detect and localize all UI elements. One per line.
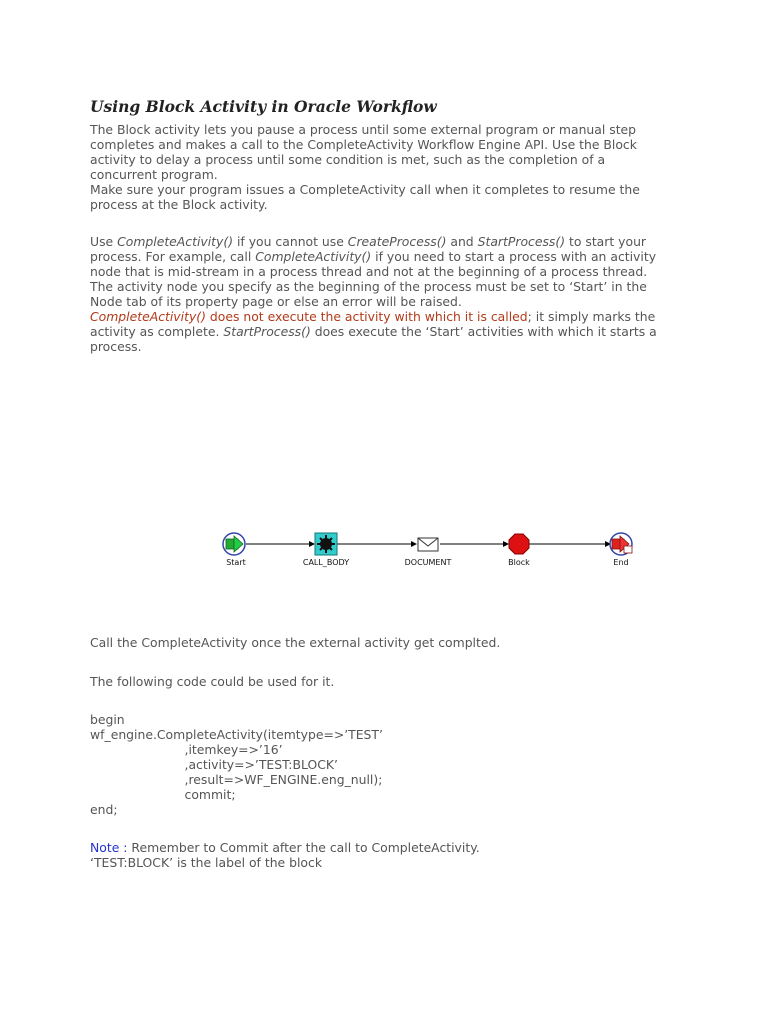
- node-label: Block: [508, 558, 530, 567]
- usage-line: process. For example, call CompleteActivity() if you need to start a process with an activity: [90, 249, 657, 264]
- intro-paragraph: [90, 122, 680, 212]
- usage-line: The activity node you specify as the beginning of the process must be set to ‘Start’ in the: [90, 279, 647, 294]
- note-block: [90, 840, 480, 870]
- intro-line: process at the Block activity.: [90, 197, 268, 212]
- function-node-icon: [315, 533, 337, 555]
- page-title: Using Block Activity in Oracle Workflow: [90, 97, 437, 116]
- note-label: Note :: [90, 840, 128, 855]
- node-label: Start: [226, 558, 246, 567]
- code-block: [90, 712, 383, 817]
- usage-line: process.: [90, 339, 142, 354]
- note-line: Note : Remember to Commit after the call to CompleteActivity.: [90, 840, 480, 855]
- envelope-icon: [418, 538, 438, 551]
- node-label: DOCUMENT: [404, 558, 452, 567]
- usage-paragraph: [90, 234, 680, 354]
- workflow-diagram: [210, 528, 650, 573]
- intro-line: activity to delay a process until some condition is met, such as the completion of a: [90, 152, 606, 167]
- instruction-text: Call the CompleteActivity once the external activity get complted.: [90, 635, 501, 650]
- code-line: ,activity=>’TEST:BLOCK’: [90, 757, 338, 772]
- node-label: CALL_BODY: [302, 558, 350, 567]
- note-line: ‘TEST:BLOCK’ is the label of the block: [90, 855, 322, 870]
- code-line: end;: [90, 802, 118, 817]
- code-line: wf_engine.CompleteActivity(itemtype=>’TEST’: [90, 727, 383, 742]
- usage-line: Use CompleteActivity() if you cannot use CreateProcess() and StartProcess() to start your: [90, 234, 647, 249]
- intro-line: The Block activity lets you pause a process until some external program or manual step: [90, 122, 637, 137]
- intro-line: concurrent program.: [90, 167, 218, 182]
- usage-line: activity as complete. StartProcess() does execute the ‘Start’ activities with which it starts a: [90, 324, 657, 339]
- usage-line: Node tab of its property page or else an error will be raised.: [90, 294, 462, 309]
- warning-line: CompleteActivity() does not execute the activity with which it is called; it simply marks the: [90, 309, 656, 324]
- code-line: ,result=>WF_ENGINE.eng_null);: [90, 772, 383, 787]
- instruction-text: The following code could be used for it.: [90, 674, 335, 689]
- intro-line: completes and makes a call to the CompleteActivity Workflow Engine API. Use the Block: [90, 137, 637, 152]
- node-label: End: [613, 558, 629, 567]
- code-line: commit;: [90, 787, 236, 802]
- code-line: begin: [90, 712, 125, 727]
- start-node-icon: [223, 533, 245, 555]
- code-line: ,itemkey=>’16’: [90, 742, 283, 757]
- end-node-icon: [610, 533, 632, 555]
- usage-line: node that is mid-stream in a process thread and not at the beginning of a process thread.: [90, 264, 648, 279]
- intro-line: Make sure your program issues a CompleteActivity call when it completes to resume the: [90, 182, 640, 197]
- stop-sign-icon: [509, 534, 529, 554]
